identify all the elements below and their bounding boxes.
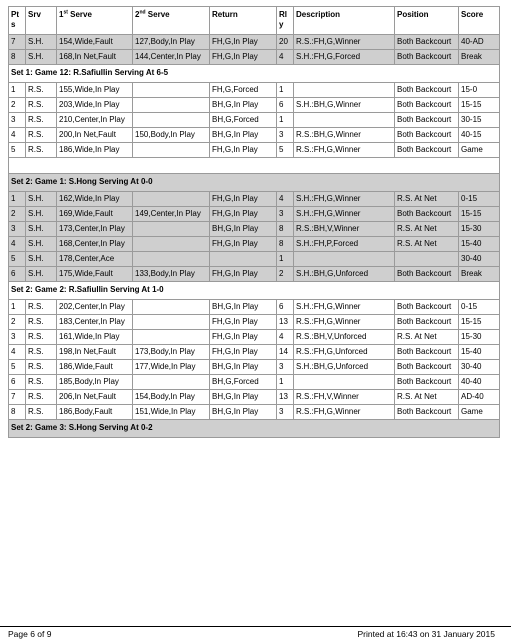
server-cell: S.H. (26, 50, 57, 65)
score-cell: 40-AD (459, 35, 500, 50)
second-serve-cell (133, 315, 210, 330)
position-cell: Both Backcourt (395, 128, 459, 143)
rally-length-cell: 13 (277, 315, 294, 330)
score-cell: 15-40 (459, 345, 500, 360)
second-serve-cell (133, 237, 210, 252)
point-number-cell: 2 (9, 207, 26, 222)
first-serve-cell: 154,Wide,Fault (57, 35, 133, 50)
return-cell: FH,G,In Play (210, 192, 277, 207)
server-cell: S.H. (26, 192, 57, 207)
first-serve-cell: 183,Center,In Play (57, 315, 133, 330)
description-cell: R.S.:FH,G,Winner (294, 143, 395, 158)
score-cell: Game (459, 405, 500, 420)
point-row (9, 35, 500, 50)
game-heading: Set 2: Game 3: S.Hong Serving At 0-2 (9, 420, 500, 438)
point-row (9, 405, 500, 420)
return-cell: FH,G,In Play (210, 237, 277, 252)
return-cell: BH,G,In Play (210, 98, 277, 113)
rally-length-cell: 3 (277, 360, 294, 375)
score-cell: 40-15 (459, 128, 500, 143)
first-serve-cell: 169,Wide,Fault (57, 207, 133, 222)
first-serve-cell: 168,Center,In Play (57, 237, 133, 252)
position-cell: Both Backcourt (395, 375, 459, 390)
header-return: Return (210, 7, 277, 35)
second-serve-cell: 149,Center,In Play (133, 207, 210, 222)
printed-timestamp: Printed at 16:43 on 31 January 2015 (357, 629, 495, 639)
server-cell: R.S. (26, 98, 57, 113)
second-serve-cell: 151,Wide,In Play (133, 405, 210, 420)
point-log-table (8, 6, 500, 438)
header-second-serve-num: 2 (135, 10, 140, 19)
score-cell: Break (459, 267, 500, 282)
rally-length-cell: 8 (277, 237, 294, 252)
position-cell: Both Backcourt (395, 83, 459, 98)
header-description: Description (294, 7, 395, 35)
point-row (9, 207, 500, 222)
rally-length-cell: 1 (277, 83, 294, 98)
position-cell: Both Backcourt (395, 405, 459, 420)
game-heading-row (9, 65, 500, 83)
position-cell: R.S. At Net (395, 390, 459, 405)
position-cell: Both Backcourt (395, 35, 459, 50)
first-serve-cell: 198,In Net,Fault (57, 345, 133, 360)
score-cell: 15-15 (459, 98, 500, 113)
header-first-serve-num: 1 (59, 10, 64, 19)
return-cell: FH,G,In Play (210, 143, 277, 158)
server-cell: S.H. (26, 207, 57, 222)
score-cell: 15-30 (459, 330, 500, 345)
server-cell: R.S. (26, 143, 57, 158)
point-number-cell: 2 (9, 98, 26, 113)
game-heading-row (9, 174, 500, 192)
point-number-cell: 3 (9, 222, 26, 237)
second-serve-cell (133, 192, 210, 207)
first-serve-cell: 186,Body,Fault (57, 405, 133, 420)
rally-length-cell: 14 (277, 345, 294, 360)
rally-length-cell: 3 (277, 207, 294, 222)
point-number-cell: 1 (9, 300, 26, 315)
score-cell: 30-40 (459, 252, 500, 267)
first-serve-cell: 206,In Net,Fault (57, 390, 133, 405)
return-cell: BH,G,In Play (210, 300, 277, 315)
first-serve-cell: 200,In Net,Fault (57, 128, 133, 143)
position-cell: Both Backcourt (395, 315, 459, 330)
point-row (9, 360, 500, 375)
description-cell: S.H.:FH,P,Forced (294, 237, 395, 252)
description-cell: R.S.:FH,G,Winner (294, 405, 395, 420)
return-cell: FH,G,In Play (210, 315, 277, 330)
return-cell: FH,G,In Play (210, 267, 277, 282)
header-row (9, 7, 500, 35)
position-cell: Both Backcourt (395, 360, 459, 375)
return-cell: FH,G,In Play (210, 50, 277, 65)
footer-rule (0, 626, 511, 627)
rally-length-cell: 3 (277, 405, 294, 420)
point-row (9, 128, 500, 143)
return-cell: FH,G,In Play (210, 207, 277, 222)
rally-length-cell: 8 (277, 222, 294, 237)
description-cell (294, 252, 395, 267)
point-number-cell: 4 (9, 345, 26, 360)
game-heading-row (9, 420, 500, 438)
first-serve-cell: 155,Wide,In Play (57, 83, 133, 98)
point-row (9, 390, 500, 405)
position-cell: R.S. At Net (395, 222, 459, 237)
point-number-cell: 6 (9, 267, 26, 282)
second-serve-cell (133, 330, 210, 345)
description-cell: R.S.:FH,G,Winner (294, 35, 395, 50)
server-cell: R.S. (26, 113, 57, 128)
second-serve-cell: 154,Body,In Play (133, 390, 210, 405)
score-cell: 15-15 (459, 315, 500, 330)
score-cell: 30-15 (459, 113, 500, 128)
score-cell: 15-0 (459, 83, 500, 98)
description-cell: S.H.:FH,G,Winner (294, 207, 395, 222)
server-cell: R.S. (26, 405, 57, 420)
header-second-serve-sup: nd (139, 9, 146, 16)
first-serve-cell: 185,Body,In Play (57, 375, 133, 390)
position-cell: R.S. At Net (395, 330, 459, 345)
return-cell: FH,G,In Play (210, 345, 277, 360)
description-cell: S.H.:FH,G,Winner (294, 192, 395, 207)
point-number-cell: 2 (9, 315, 26, 330)
return-cell: BH,G,In Play (210, 222, 277, 237)
header-first-serve-label: Serve (70, 10, 92, 19)
position-cell: R.S. At Net (395, 237, 459, 252)
second-serve-cell: 133,Body,In Play (133, 267, 210, 282)
point-number-cell: 8 (9, 50, 26, 65)
second-serve-cell (133, 300, 210, 315)
header-first-serve (57, 7, 133, 35)
description-cell: R.S.:BH,G,Winner (294, 128, 395, 143)
return-cell (210, 252, 277, 267)
server-cell: R.S. (26, 128, 57, 143)
score-cell: 30-40 (459, 360, 500, 375)
server-cell: S.H. (26, 35, 57, 50)
score-cell: 0-15 (459, 192, 500, 207)
second-serve-cell (133, 98, 210, 113)
score-cell: Game (459, 143, 500, 158)
point-row (9, 345, 500, 360)
return-cell: BH,G,In Play (210, 360, 277, 375)
score-cell: 15-30 (459, 222, 500, 237)
rally-length-cell: 4 (277, 192, 294, 207)
header-pt: Pt s (9, 7, 26, 35)
point-row (9, 300, 500, 315)
point-number-cell: 7 (9, 35, 26, 50)
point-number-cell: 1 (9, 192, 26, 207)
description-cell: R.S.:BH,V,Unforced (294, 330, 395, 345)
second-serve-cell: 173,Body,In Play (133, 345, 210, 360)
header-rally: Rl y (277, 7, 294, 35)
point-number-cell: 7 (9, 390, 26, 405)
description-cell: R.S.:FH,G,Unforced (294, 345, 395, 360)
first-serve-cell: 178,Center,Ace (57, 252, 133, 267)
server-cell: R.S. (26, 300, 57, 315)
rally-length-cell: 6 (277, 300, 294, 315)
point-row (9, 83, 500, 98)
return-cell: FH,G,In Play (210, 330, 277, 345)
score-cell: 0-15 (459, 300, 500, 315)
point-row (9, 375, 500, 390)
server-cell: R.S. (26, 330, 57, 345)
game-heading: Set 2: Game 1: S.Hong Serving At 0-0 (9, 174, 500, 192)
position-cell: Both Backcourt (395, 98, 459, 113)
description-cell: R.S.:FH,G,Winner (294, 315, 395, 330)
match-log-sheet (8, 6, 499, 438)
server-cell: S.H. (26, 252, 57, 267)
position-cell: Both Backcourt (395, 345, 459, 360)
second-serve-cell: 177,Wide,In Play (133, 360, 210, 375)
second-serve-cell: 144,Center,In Play (133, 50, 210, 65)
server-cell: R.S. (26, 83, 57, 98)
rally-length-cell: 1 (277, 252, 294, 267)
point-row (9, 237, 500, 252)
first-serve-cell: 203,Wide,In Play (57, 98, 133, 113)
second-serve-cell (133, 143, 210, 158)
return-cell: BH,G,In Play (210, 390, 277, 405)
server-cell: S.H. (26, 222, 57, 237)
position-cell: Both Backcourt (395, 207, 459, 222)
description-cell (294, 83, 395, 98)
position-cell: R.S. At Net (395, 192, 459, 207)
rally-length-cell: 1 (277, 375, 294, 390)
first-serve-cell: 202,Center,In Play (57, 300, 133, 315)
point-number-cell: 5 (9, 360, 26, 375)
point-row (9, 330, 500, 345)
description-cell: R.S.:FH,V,Winner (294, 390, 395, 405)
rally-length-cell: 4 (277, 330, 294, 345)
rally-length-cell: 2 (277, 267, 294, 282)
spacer-row (9, 158, 500, 174)
spacer-cell (9, 158, 500, 174)
point-row (9, 98, 500, 113)
point-number-cell: 5 (9, 143, 26, 158)
first-serve-cell: 168,In Net,Fault (57, 50, 133, 65)
point-number-cell: 5 (9, 252, 26, 267)
point-row (9, 252, 500, 267)
description-cell: S.H.:BH,G,Unforced (294, 360, 395, 375)
point-row (9, 143, 500, 158)
second-serve-cell (133, 252, 210, 267)
position-cell (395, 252, 459, 267)
rally-length-cell: 20 (277, 35, 294, 50)
description-cell: S.H.:FH,G,Winner (294, 300, 395, 315)
point-row (9, 192, 500, 207)
point-number-cell: 4 (9, 128, 26, 143)
second-serve-cell (133, 83, 210, 98)
second-serve-cell (133, 113, 210, 128)
first-serve-cell: 161,Wide,In Play (57, 330, 133, 345)
first-serve-cell: 162,Wide,In Play (57, 192, 133, 207)
point-number-cell: 6 (9, 375, 26, 390)
header-srv: Srv (26, 7, 57, 35)
game-heading: Set 1: Game 12: R.Safiullin Serving At 6-5 (9, 65, 500, 83)
game-heading: Set 2: Game 2: R.Safiullin Serving At 1-0 (9, 282, 500, 300)
server-cell: S.H. (26, 237, 57, 252)
description-cell (294, 113, 395, 128)
rally-length-cell: 13 (277, 390, 294, 405)
point-log-body (9, 35, 500, 438)
server-cell: R.S. (26, 345, 57, 360)
rally-length-cell: 1 (277, 113, 294, 128)
description-cell: S.H.:BH,G,Unforced (294, 267, 395, 282)
point-number-cell: 1 (9, 83, 26, 98)
description-cell (294, 375, 395, 390)
server-cell: R.S. (26, 315, 57, 330)
first-serve-cell: 175,Wide,Fault (57, 267, 133, 282)
position-cell: Both Backcourt (395, 113, 459, 128)
point-row (9, 113, 500, 128)
first-serve-cell: 210,Center,In Play (57, 113, 133, 128)
position-cell: Both Backcourt (395, 143, 459, 158)
position-cell: Both Backcourt (395, 267, 459, 282)
rally-length-cell: 5 (277, 143, 294, 158)
score-cell: 15-15 (459, 207, 500, 222)
point-row (9, 50, 500, 65)
return-cell: BH,G,Forced (210, 375, 277, 390)
server-cell: R.S. (26, 390, 57, 405)
server-cell: R.S. (26, 375, 57, 390)
description-cell: S.H.:FH,G,Forced (294, 50, 395, 65)
position-cell: Both Backcourt (395, 300, 459, 315)
score-cell: 40-40 (459, 375, 500, 390)
game-heading-row (9, 282, 500, 300)
server-cell: S.H. (26, 267, 57, 282)
point-number-cell: 8 (9, 405, 26, 420)
header-first-serve-sup: st (63, 9, 68, 16)
return-cell: BH,G,In Play (210, 128, 277, 143)
return-cell: FH,G,In Play (210, 35, 277, 50)
point-number-cell: 4 (9, 237, 26, 252)
rally-length-cell: 4 (277, 50, 294, 65)
point-row (9, 222, 500, 237)
page-number: Page 6 of 9 (8, 629, 52, 639)
description-cell: S.H.:BH,G,Winner (294, 98, 395, 113)
first-serve-cell: 186,Wide,Fault (57, 360, 133, 375)
second-serve-cell: 150,Body,In Play (133, 128, 210, 143)
rally-length-cell: 6 (277, 98, 294, 113)
point-number-cell: 3 (9, 330, 26, 345)
header-second-serve (133, 7, 210, 35)
score-cell: Break (459, 50, 500, 65)
point-row (9, 267, 500, 282)
second-serve-cell: 127,Body,In Play (133, 35, 210, 50)
second-serve-cell (133, 375, 210, 390)
first-serve-cell: 173,Center,In Play (57, 222, 133, 237)
second-serve-cell (133, 222, 210, 237)
score-cell: AD-40 (459, 390, 500, 405)
header-position: Position (395, 7, 459, 35)
return-cell: BH,G,Forced (210, 113, 277, 128)
point-number-cell: 3 (9, 113, 26, 128)
point-row (9, 315, 500, 330)
position-cell: Both Backcourt (395, 50, 459, 65)
score-cell: 15-40 (459, 237, 500, 252)
rally-length-cell: 3 (277, 128, 294, 143)
return-cell: FH,G,Forced (210, 83, 277, 98)
server-cell: R.S. (26, 360, 57, 375)
return-cell: BH,G,In Play (210, 405, 277, 420)
first-serve-cell: 186,Wide,In Play (57, 143, 133, 158)
header-second-serve-label: Serve (147, 10, 170, 19)
header-score: Score (459, 7, 500, 35)
description-cell: R.S.:BH,V,Winner (294, 222, 395, 237)
